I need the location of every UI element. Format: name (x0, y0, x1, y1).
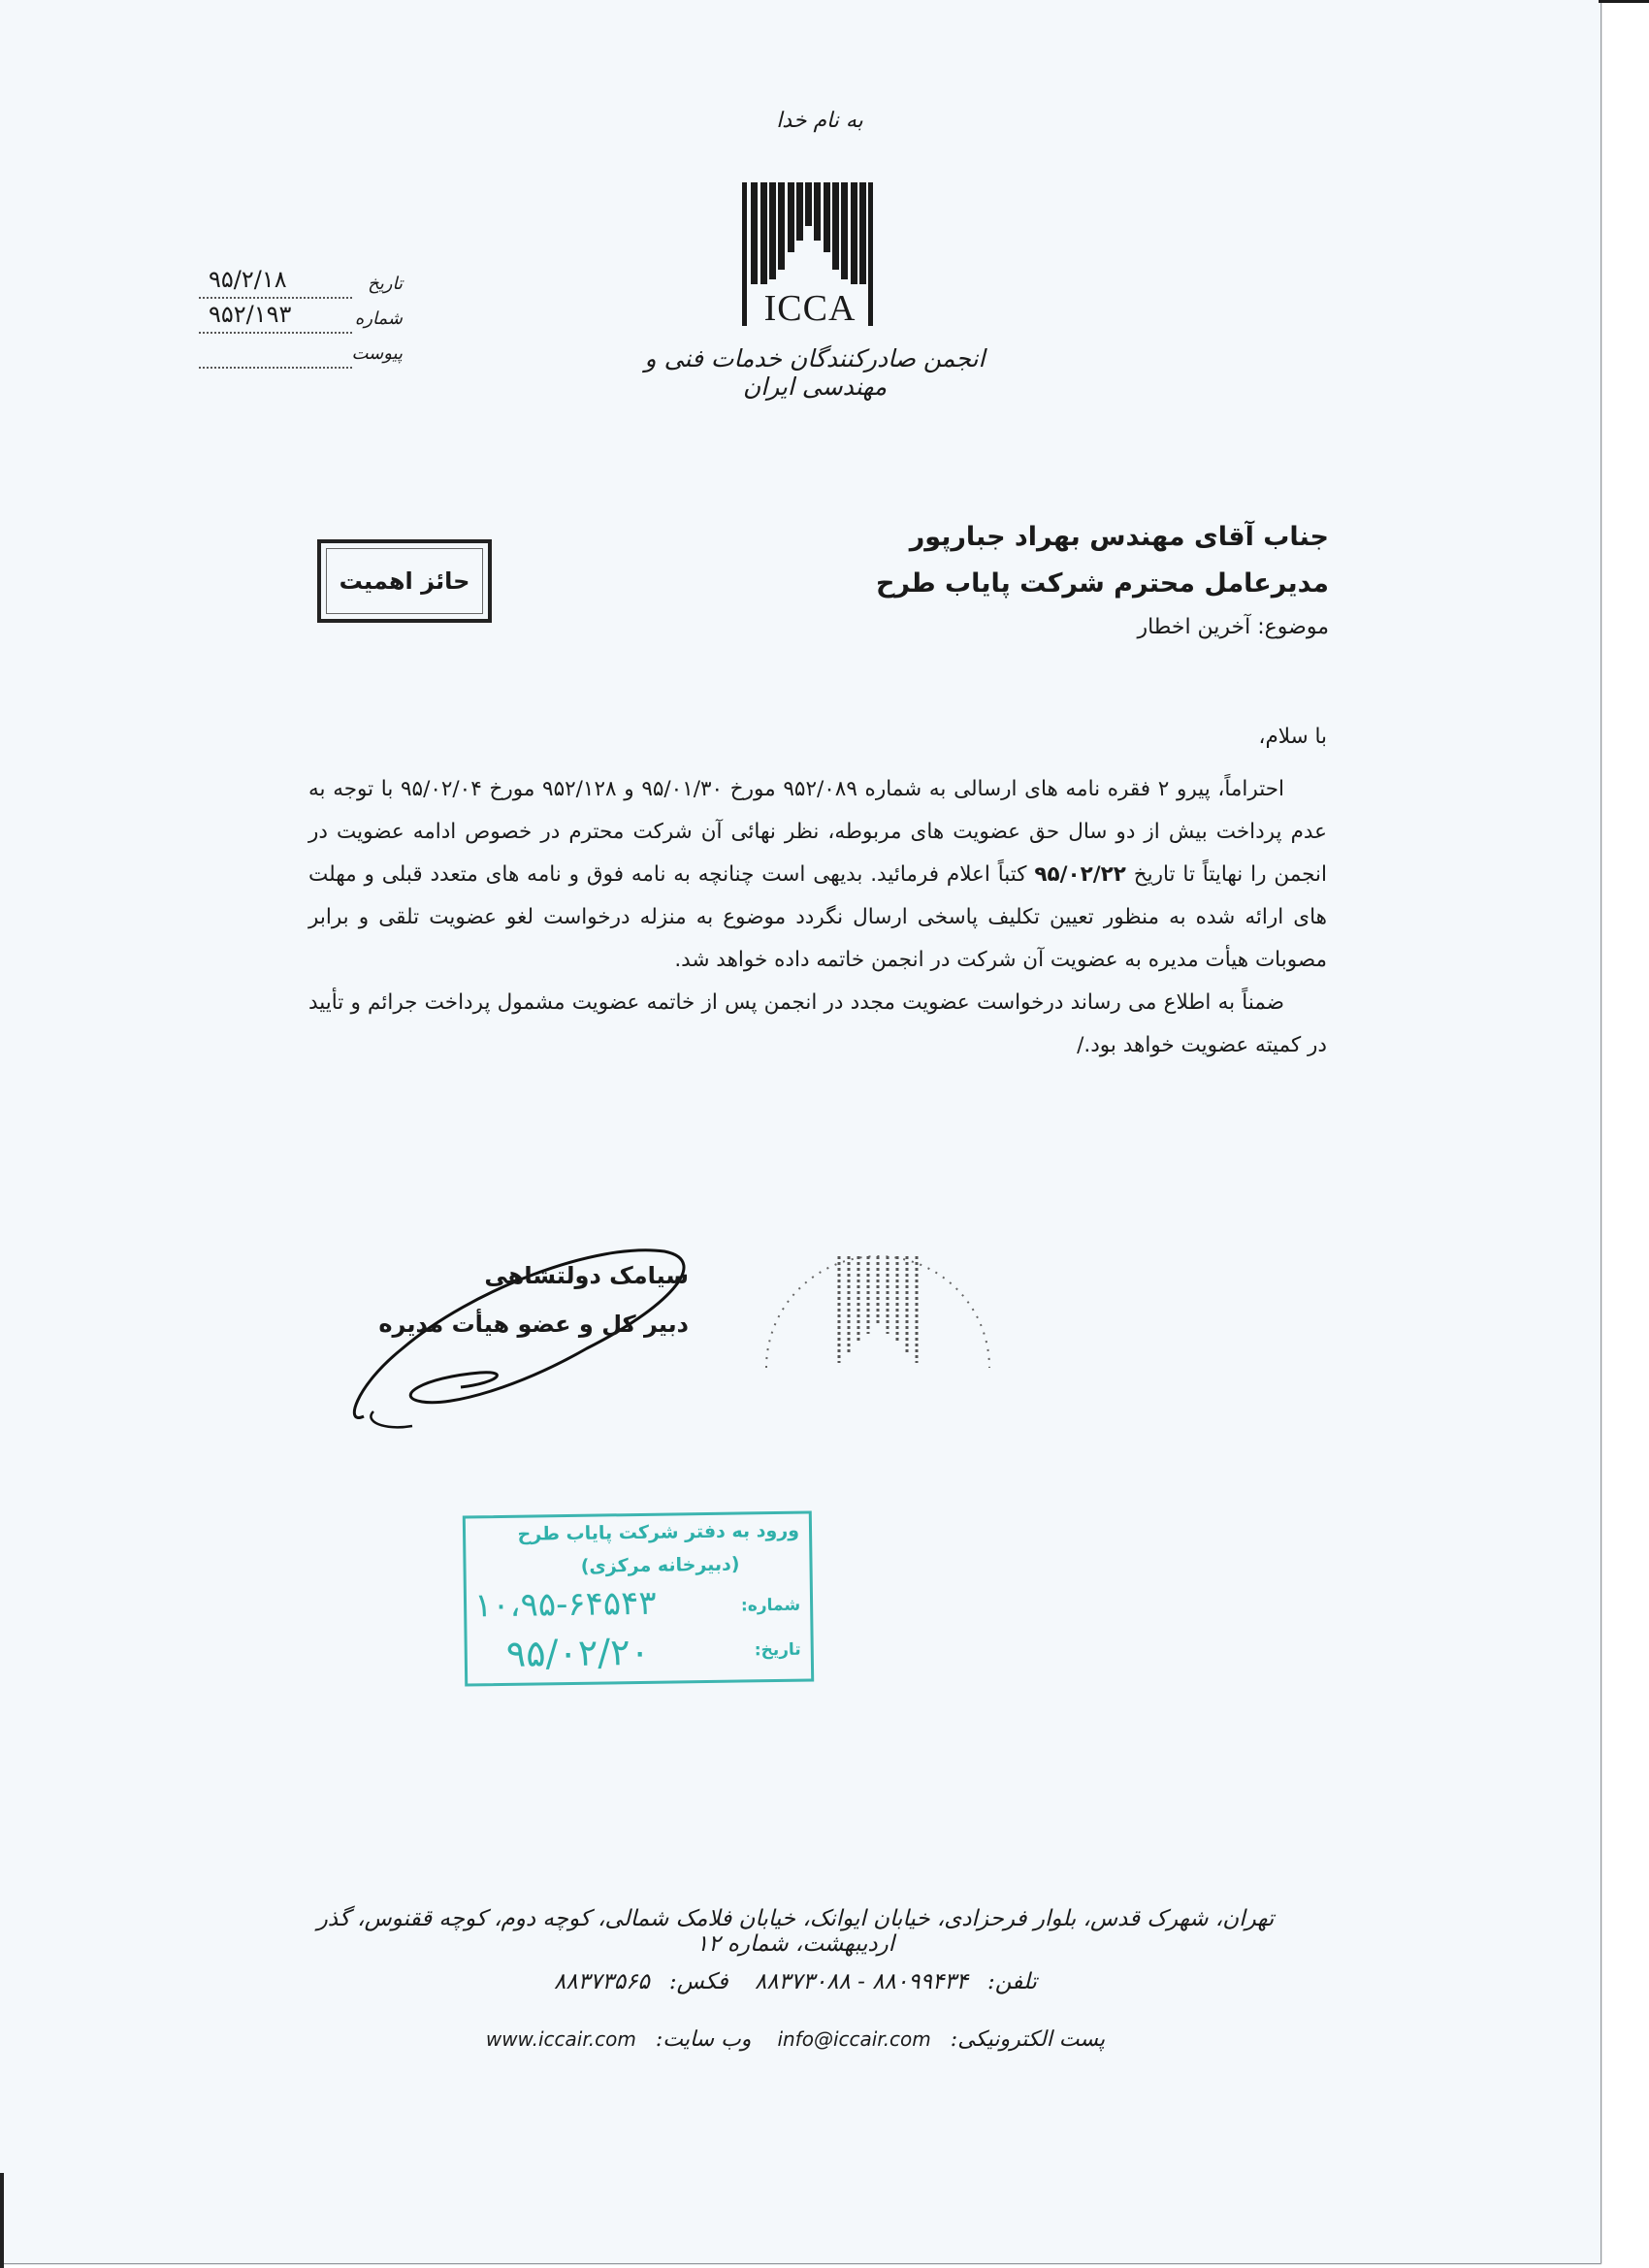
number-label: شماره (354, 308, 403, 329)
logo-bar (742, 182, 747, 326)
stamp-line-1: ورود به دفتر شرکت پایاب طرح (517, 1519, 800, 1545)
logo-text: ICCA (763, 288, 857, 329)
date-label: تاریخ (368, 274, 403, 294)
logo-bar (751, 182, 758, 284)
paragraph-2: ضمناً به اطلاع می رساند درخواست عضویت مجدد در انجمن پس از خاتمه عضویت مشمول پرداخت جرائم و تأیید در کمیته عضویت خواهد بود./ (308, 990, 1327, 1057)
logo-bar (824, 182, 830, 252)
receipt-stamp (463, 1510, 814, 1686)
signatory-title: دبیر کل و عضو هیأت مدیره (378, 1311, 689, 1338)
logo-bar (832, 182, 839, 270)
logo-bar (851, 182, 857, 284)
logo-bar (760, 182, 767, 284)
recipient-title: مدیرعامل محترم شرکت پایاب طرح (875, 568, 1329, 599)
phone-label: تلفن: (987, 1969, 1037, 1994)
stamp-number-value: ۱۰،۹۵-۶۴۵۴۳ (473, 1583, 657, 1626)
logo-bar (814, 182, 821, 241)
website-label: وب سایت: (655, 2027, 752, 2052)
recipient-block (876, 514, 1329, 648)
greeting: با سلام، (1258, 725, 1327, 749)
scan-edge (0, 2173, 4, 2268)
email-label: پست الکترونیکی: (950, 2027, 1106, 2052)
letter-meta (199, 266, 403, 376)
fax-label: فکس: (668, 1969, 728, 1994)
phone-value: ۸۸۰۹۹۴۳۴ - ۸۸۳۷۳۰۸۸ (754, 1969, 969, 1994)
dotted-line (199, 297, 352, 299)
meta-attachment (199, 341, 403, 376)
logo-bar (841, 182, 848, 279)
logo-bar (778, 182, 785, 270)
scan-edge (1599, 0, 1649, 3)
letter-body (308, 716, 1327, 1067)
signature-block (369, 1251, 689, 1348)
recipient-name: جناب آقای مهندس بهراد جبارپور (909, 522, 1329, 552)
icca-logo (742, 182, 878, 329)
stamp-number-label: شماره: (740, 1595, 801, 1616)
importance-badge: حائز اهمیت (317, 539, 492, 623)
footer-web (291, 2027, 1300, 2052)
footer-contact (291, 1969, 1300, 1994)
paragraph-1 (308, 768, 1327, 982)
stamp-line-2: (دبیرخانه مرکزی) (580, 1553, 740, 1577)
logo-bar (788, 182, 794, 252)
paragraph-1-text: احتراماً، پیرو ۲ فقره نامه های ارسالی به شماره ۹۵۲/۰۸۹ مورخ ۹۵/۰۱/۳۰ و ۹۵۲/۱۲۸ مورخ ۹۵/۰۲/۰۴ با توجه به عدم پرداخت بیش از دو سال حق عضویت های مربوطه، نظر نهائی آن شرکت محترم در خصوص ادامه عضویت در انجمن را نهایتاً تا تاریخ (308, 777, 1328, 887)
dotted-line (199, 332, 352, 334)
organization-name: انجمن صادرکنندگان خدمات فنی و مهندسی ایران (644, 344, 986, 401)
logo-bar (868, 182, 873, 326)
basmala: به نام خدا (776, 109, 863, 133)
website-link[interactable]: www.iccair.com (485, 2027, 636, 2051)
attachment-label: پیوست (351, 343, 403, 364)
dotted-line (199, 367, 352, 369)
number-value: ۹۵۲/۱۹۳ (209, 301, 292, 328)
logo-bar (796, 182, 803, 241)
footer-address: تهران، شهرک قدس، بلوار فرحزادی، خیابان ایوانک، خیابان فلامک شمالی، کوچه دوم، کوچه ققنوس، گذر اردیبهشت، شماره ۱۲ (316, 1906, 1275, 1957)
logo-bar (859, 182, 866, 284)
date-value: ۹۵/۲/۱۸ (209, 266, 287, 293)
logo-bar (805, 182, 812, 226)
fax-value: ۸۸۳۷۳۵۶۵ (554, 1969, 650, 1994)
paragraph-1-continued: کتباً اعلام فرمائید. بدیهی است چنانچه به نامه فوق و نامه های متعدد قبلی و مهلت های ارائه شده به منظور تعیین تکلیف پاسخی ارسال نگردد موضوع به منزله درخواست لغو عضویت تلقی و برابر مصوبات هیأت مدیره به عضویت آن شرکت در انجمن خاتمه داده خواهد شد. (308, 862, 1327, 972)
stamp-date-value: ۹۵/۰۲/۲۰ (505, 1630, 651, 1675)
signatory-name: سیامک دولتشاهی (484, 1262, 689, 1289)
logo-bar (769, 182, 776, 279)
meta-number (199, 301, 403, 341)
email-link[interactable]: info@iccair.com (777, 2027, 931, 2051)
organization-seal (747, 1203, 1009, 1387)
deadline-date: ۹۵/۰۲/۲۲ (1034, 862, 1126, 887)
stamp-date-label: تاریخ: (754, 1639, 801, 1661)
subject-line: موضوع: آخرین اخطار (1137, 615, 1329, 639)
